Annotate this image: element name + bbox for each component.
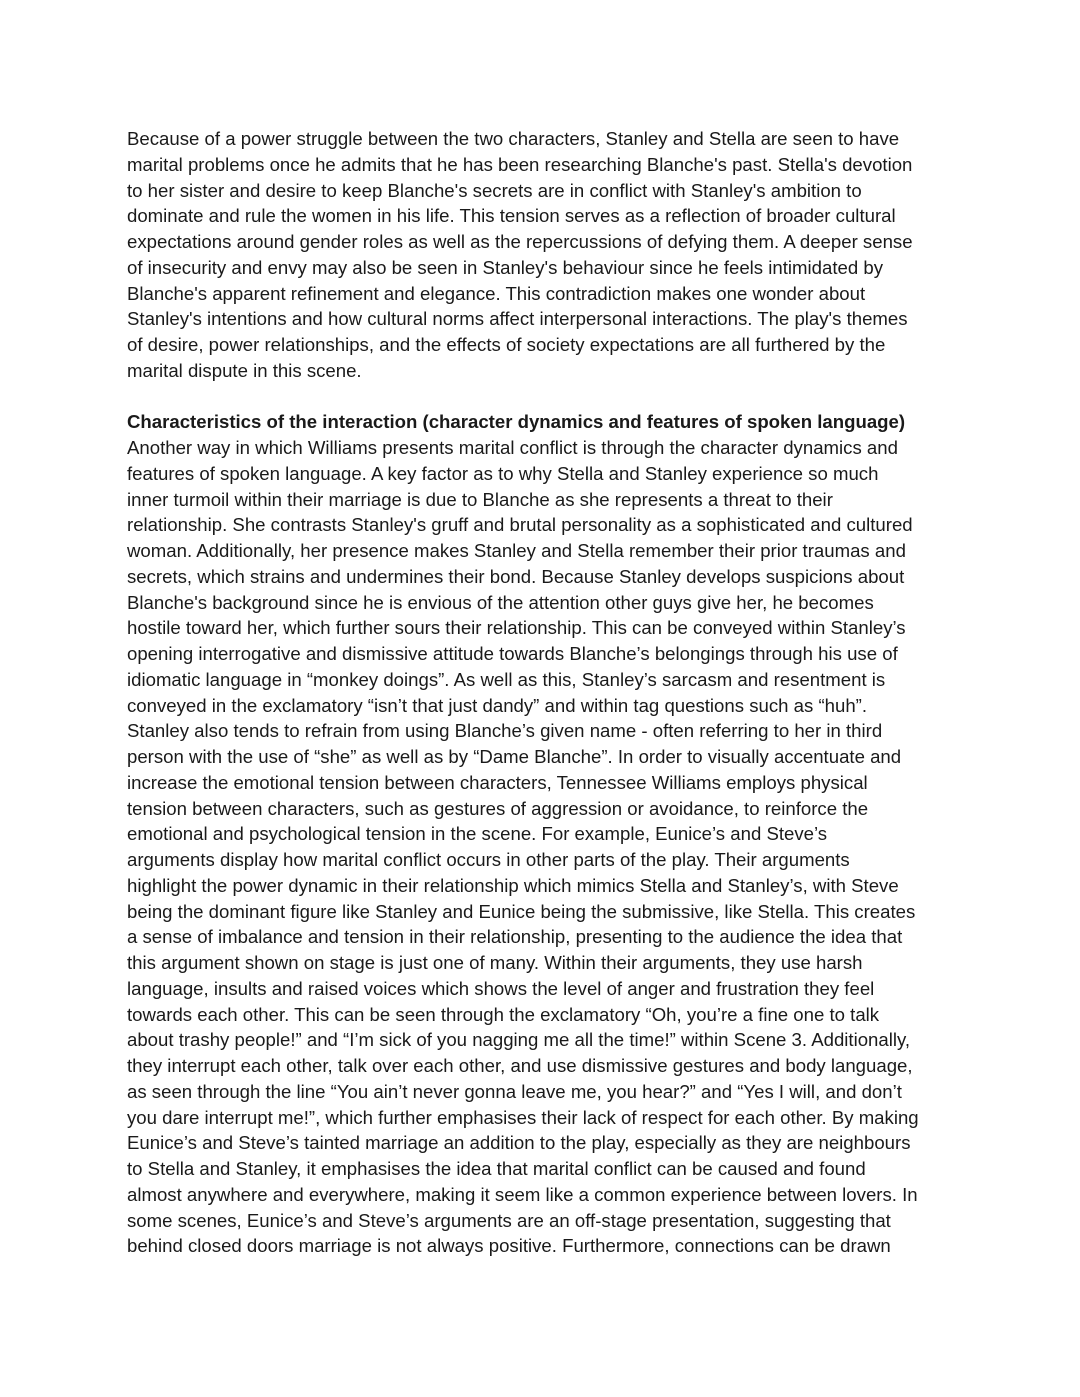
paragraph-line: about trashy people!” and “I’m sick of you nagging me all the time!” within Scene 3. Additionally,	[127, 1029, 911, 1051]
paragraph-line: arguments display how marital conflict occurs in other parts of the play. Their arguments	[127, 849, 850, 870]
paragraph-line: opening interrogative and dismissive attitude towards Blanche’s belongings through his use of	[127, 643, 898, 664]
paragraph-line: being the dominant figure like Stanley and Eunice being the submissive, like Stella. This creates	[127, 900, 916, 922]
document-page	[127, 126, 957, 1259]
paragraph-line: features of spoken language. A key factor as to why Stella and Stanley experience so much	[127, 462, 879, 484]
section-heading-text: Characteristics of the interaction (character dynamics and features of spoken language)	[127, 411, 906, 433]
paragraph-line: inner turmoil within their marriage is due to Blanche as she represents a threat to their	[127, 488, 833, 510]
paragraph-line: Stanley's intentions and how cultural norms affect interpersonal interactions. The play's themes	[127, 308, 908, 330]
paragraph-line: Stanley also tends to refrain from using Blanche’s given name - often referring to her in third	[127, 720, 883, 742]
paragraph-line: relationship. She contrasts Stanley's gruff and brutal personality as a sophisticated and cultured	[127, 514, 913, 536]
paragraph-line: Another way in which Williams presents marital conflict is through the character dynamics and	[127, 437, 898, 458]
paragraph-line: marital dispute in this scene.	[127, 359, 362, 381]
paragraph-line: dominate and rule the women in his life. This tension serves as a reflection of broader cultural	[127, 205, 896, 227]
paragraph-line: they interrupt each other, talk over each other, and use dismissive gestures and body language,	[127, 1055, 913, 1076]
paragraph-character-dynamics	[127, 435, 957, 1259]
section-heading	[127, 409, 957, 435]
paragraph-line: to her sister and desire to keep Blanche's secrets are in conflict with Stanley's ambition to	[127, 179, 862, 201]
paragraph-line: Eunice’s and Steve’s tainted marriage an addition to the play, especially as they are neighbours	[127, 1132, 911, 1154]
paragraph-line: expectations around gender roles as well as the repercussions of defying them. A deeper sense	[127, 231, 913, 252]
paragraph-line: idiomatic language in “monkey doings”. As well as this, Stanley’s sarcasm and resentment is	[127, 668, 886, 690]
paragraph-line: secrets, which strains and undermines their bond. Because Stanley develops suspicions about	[127, 565, 905, 587]
paragraph-line: highlight the power dynamic in their relationship which mimics Stella and Stanley’s, with Steve	[127, 874, 899, 896]
paragraph-line: tension between characters, such as gestures of aggression or avoidance, to reinforce the	[127, 797, 869, 819]
paragraph-line: hostile toward her, which further sours their relationship. This can be conveyed within Stanley’s	[127, 617, 906, 639]
paragraph-line: towards each other. This can be seen through the exclamatory “Oh, you’re a fine one to talk	[127, 1003, 880, 1025]
paragraph-line: Blanche's apparent refinement and elegance. This contradiction makes one wonder about	[127, 282, 866, 304]
paragraph-line: to Stella and Stanley, it emphasises the idea that marital conflict can be caused and found	[127, 1158, 866, 1179]
paragraph-line: emotional and psychological tension in the scene. For example, Eunice’s and Steve’s	[127, 823, 828, 845]
paragraph-line: increase the emotional tension between characters, Tennessee Williams employs physical	[127, 771, 868, 793]
paragraph-spacer	[127, 384, 957, 410]
paragraph-line: Because of a power struggle between the two characters, Stanley and Stella are seen to have	[127, 128, 900, 149]
paragraph-line: of desire, power relationships, and the effects of society expectations are all furthered by the	[127, 334, 886, 355]
paragraph-line: you dare interrupt me!”, which further emphasises their lack of respect for each other. By making	[127, 1106, 919, 1128]
paragraph-line: almost anywhere and everywhere, making it seem like a common experience between lovers. In	[127, 1183, 918, 1205]
paragraph-line: marital problems once he admits that he has been researching Blanche's past. Stella's devotion	[127, 153, 913, 175]
paragraph-line: of insecurity and envy may also be seen in Stanley's behaviour since he feels intimidated by	[127, 256, 883, 278]
paragraph-line: conveyed in the exclamatory “isn’t that just dandy” and within tag questions such as “huh”.	[127, 694, 868, 716]
paragraph-power-struggle	[127, 126, 957, 384]
paragraph-line: behind closed doors marriage is not always positive. Furthermore, connections can be drawn	[127, 1235, 891, 1257]
paragraph-line: woman. Additionally, her presence makes Stanley and Stella remember their prior traumas and	[127, 540, 906, 561]
paragraph-line: language, insults and raised voices which shows the level of anger and frustration they feel	[127, 977, 875, 999]
paragraph-line: person with the use of “she” as well as by “Dame Blanche”. In order to visually accentuate and	[127, 746, 902, 767]
paragraph-line: Blanche's background since he is envious of the attention other guys give her, he becomes	[127, 591, 874, 613]
paragraph-line: as seen through the line “You ain’t never gonna leave me, you hear?” and “Yes I will, and don’t	[127, 1080, 902, 1102]
paragraph-line: a sense of imbalance and tension in their relationship, presenting to the audience the idea that	[127, 926, 903, 948]
paragraph-line: some scenes, Eunice’s and Steve’s arguments are an off-stage presentation, suggesting that	[127, 1209, 891, 1231]
paragraph-line: this argument shown on stage is just one of many. Within their arguments, they use harsh	[127, 952, 863, 973]
